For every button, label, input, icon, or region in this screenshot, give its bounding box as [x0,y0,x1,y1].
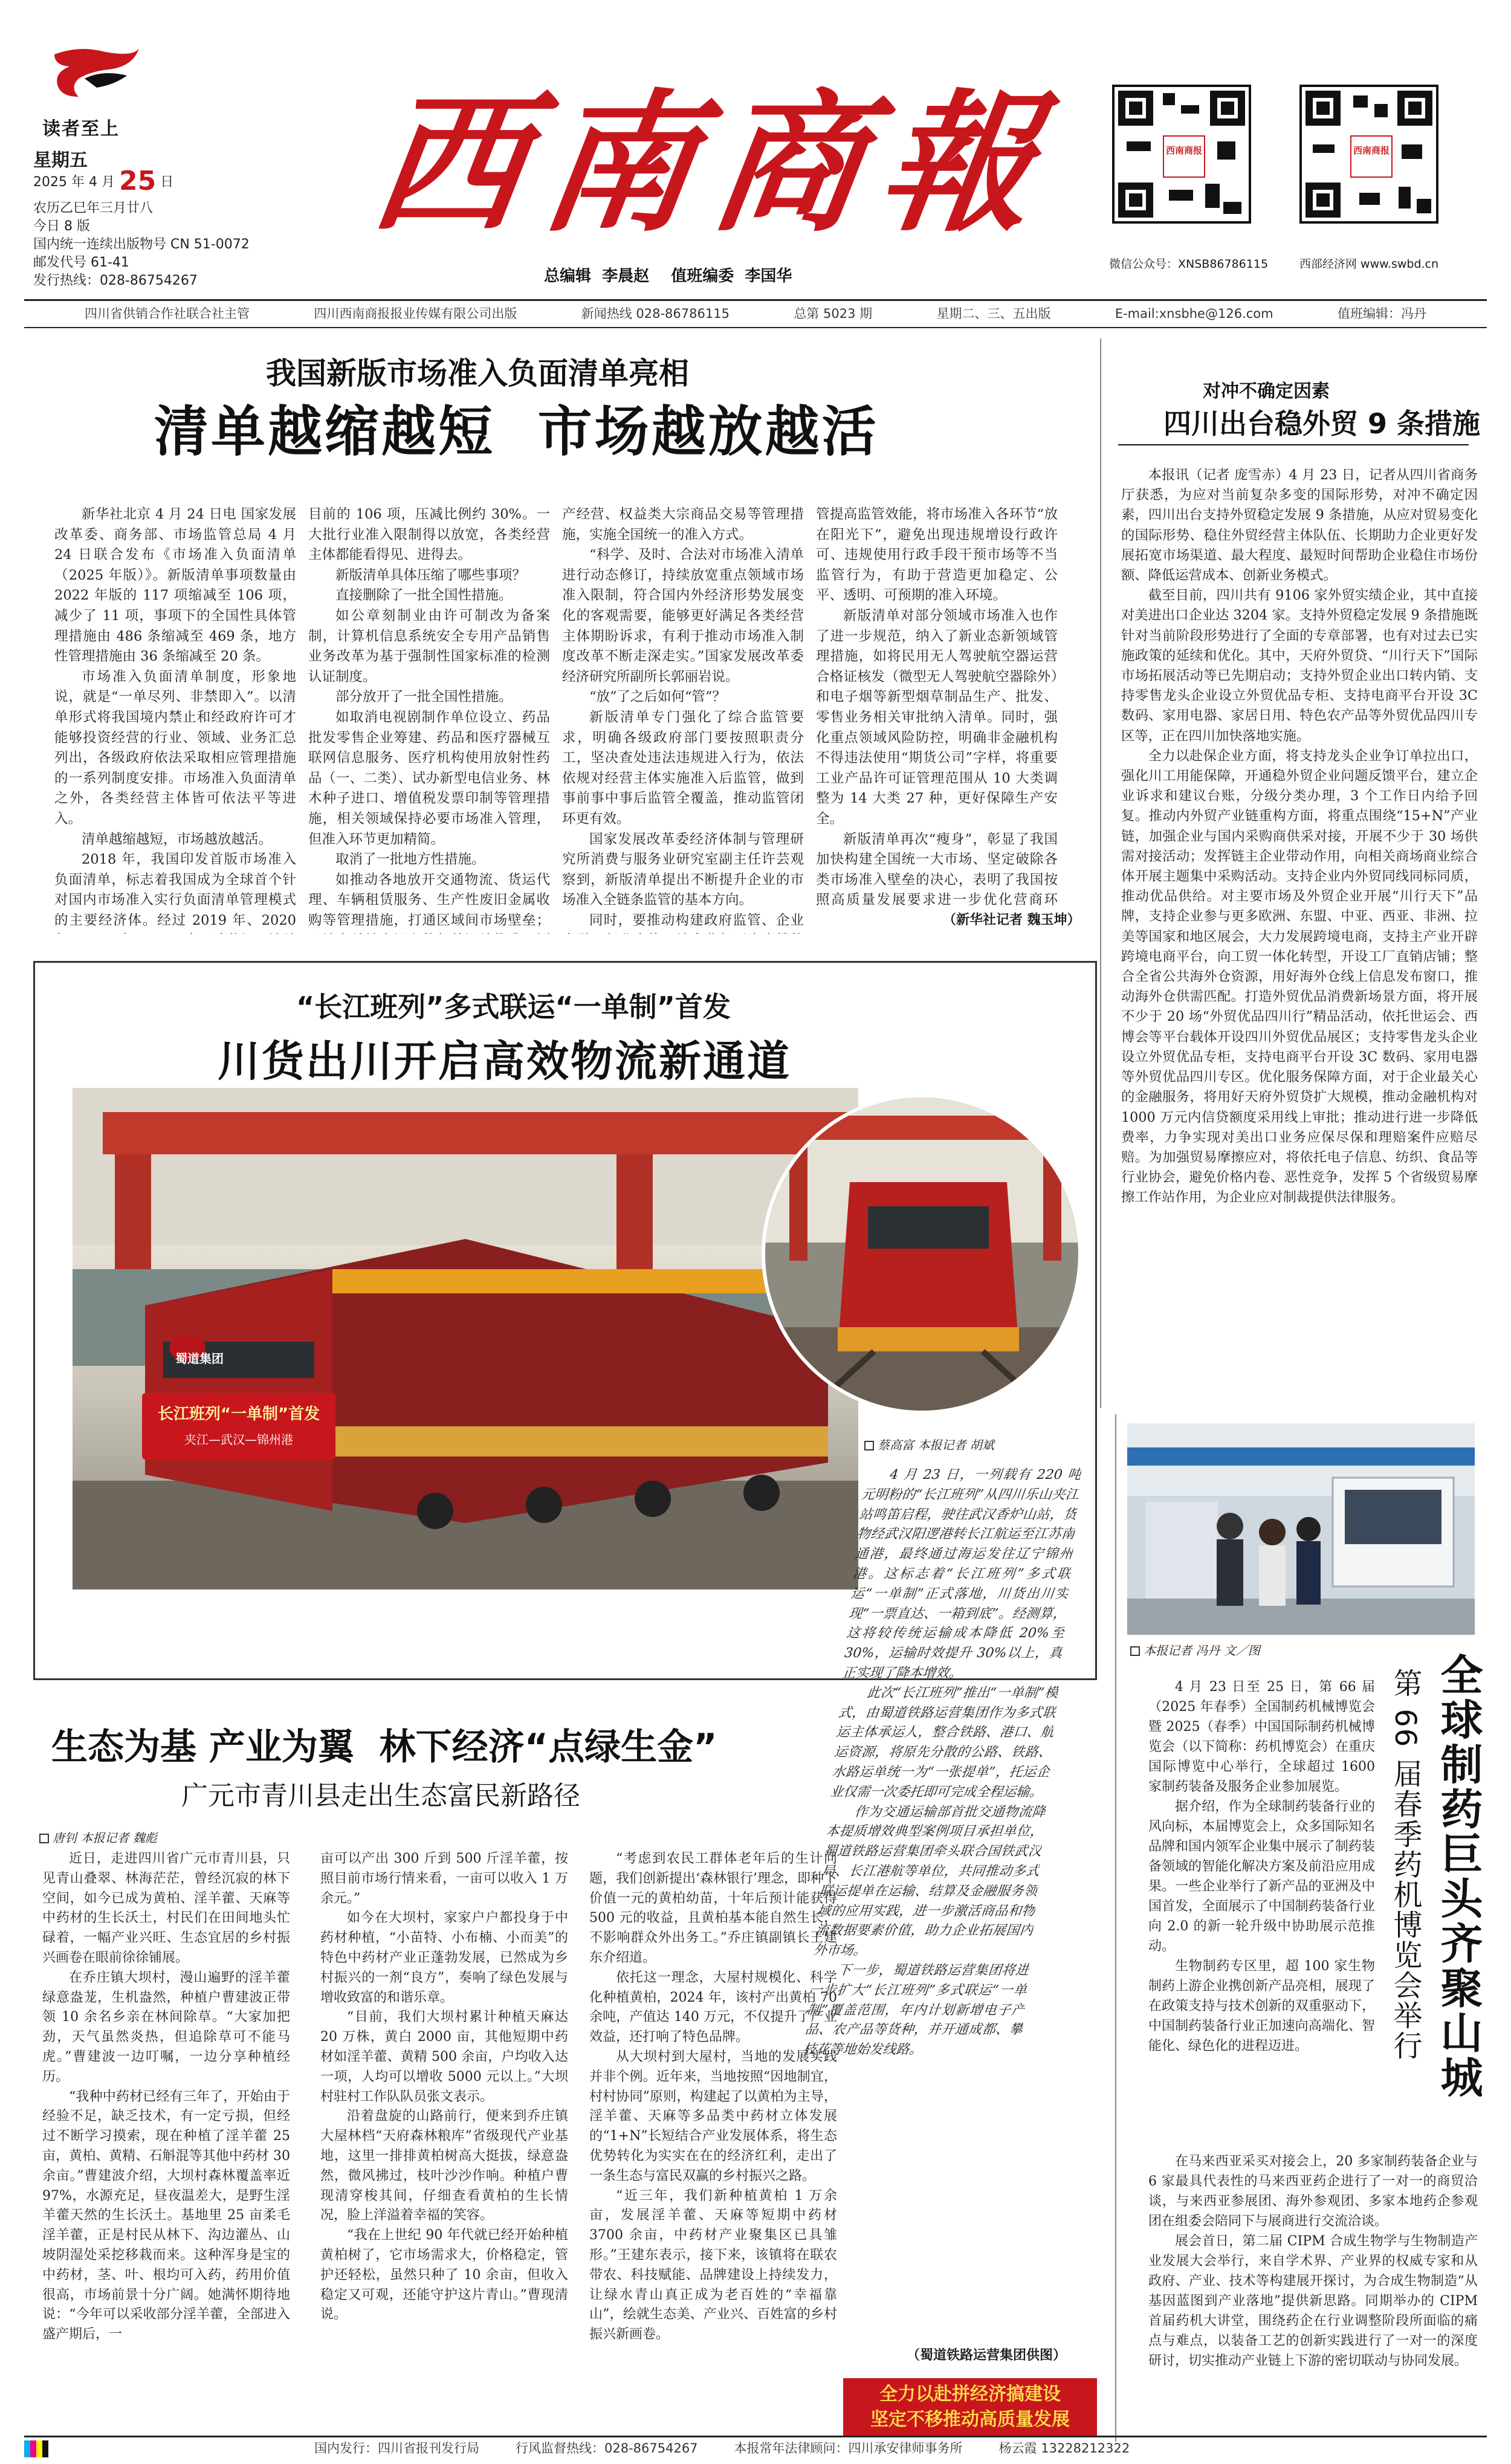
paragraph: 如取消电视剧制作单位设立、药品批发零售企业筹建、药品和医疗器械互联网信息服务、医疗机构使用放射性药品（一、二类）、试办新型电信业务、林木种子进口、增值税发票印制等管理措施，相关领域保持必要市场准入管理，但准入环节更加精简。 [308,709,550,847]
page-count: 今日 8 版 [33,219,90,234]
paragraph: 新华社北京 4 月 24 日电 国家发展改革委、商务部、市场监管总局 4 月 24 日联合发布《市场准入负面清单（2025 年版）》。新版清单事项数量由 2022 年版的 117 项缩减至 106 项，减少了 11 项，事项下的全国性具体管理措施由 486 条缩减至 469 条，地方性管理措施由 36 条缩减至 20 条。 [54,506,296,665]
paragraph: 在乔庄镇大坝村，漫山遍野的淫羊藿绿意盎茏，生机盎然，种植户曹建波正带领 10 余名乡亲在林间除草。“大家加把劲，天气虽然炎热，但追除草可不能马虎。”曹建波一边叮嘱，一边分享种植经历。 [42,1970,290,2084]
story3-kicker: “长江班列”多式联运“一单制”首发 [296,991,731,1023]
brand-logo-icon [42,42,145,106]
promo-banner [843,2378,1097,2436]
paragraph: 4 月 23 日至 25 日，第 66 届（2025 年春季）全国制药机械博览会暨 2025（春季）中国国际制药机械博览会（以下简称：药机博览会）在重庆国际博览中心举行，全球超过 1600 家制药装备及服务企业参加展览。 [1148,1680,1375,1794]
story1-column-1 [54,505,296,934]
story4-subhead: 第 66 届春季药机博览会举行 [1388,1668,1422,2061]
story1-byline: （新华社记者 魏玉坤） [943,912,1081,928]
paragraph: 4 月 23 日，一列载有 220 吨元明粉的“长江班列”从四川乐山夹江站鸣笛启程，驶往武汉香炉山站，货物经武汉阳逻港转长江航运至江苏南通港，最终通过海运发往辽宁锦州港。这标志着“长江班列”多式联运“一单制”正式落地，川货出川实现“一票直达、一箱到底”。经测算，这将较传统运输成本降低 20%至 30%，运输时效提升 30%以上，真正实现了降本增效。 [841,1467,1082,1681]
footer-legal: 本报常年法律顾问：四川承安律师事务所 [734,2441,963,2456]
story5-headline: 生态为基 产业为翼 林下经济“点绿生金” [51,1726,717,1768]
qr-logo: 西南商报 [1350,135,1393,178]
loco-brand: 蜀道集团 [175,1351,224,1366]
story3-byline: （蜀道铁路运营集团供图） [907,2347,1067,2363]
paragraph: “放”了之后如何“管”？ [589,689,726,705]
footer-issuer: 国内发行：四川省报刊发行局 [314,2441,479,2456]
paragraph: 沿着盘旋的山路前行，便来到乔庄镇大屋林档“天府森林粮库”省级现代产业基地，这里一排排黄柏树高大挺拔，绿意盎然，微风拂过，枝叶沙沙作响。种植户曹现清穿梭其间，仔细查看黄柏的生长情况，脸上洋溢着幸福的笑容。 [320,2109,568,2223]
story1-column-2 [308,505,550,934]
caption-text: 本报记者 冯丹 文／图 [1144,1643,1260,1658]
lunar-date: 农历乙巳年三月廿八 [33,201,154,216]
paragraph: “我在上世纪 90 年代就已经开始种植黄柏树了，它市场需求大，价格稳定，管护还轻松，虽然只种了 10 余亩，但收入稳定又可观，还能守护这片青山。”曹现清说。 [320,2228,568,2323]
paragraph: 取消了一批地方性措施。 [335,852,485,868]
cn-number: 国内统一连续出版物号 CN 51-0072 [33,237,250,252]
paragraph: “目前，我们大坝村累计种植天麻达 20 万株，黄白 2000 亩，其他短期中药材如淫羊藿、黄精 500 余亩，户均收入达一项，人均可以增收 5000 元以上。”大坝村驻村工作队队员张文表示。 [320,2010,568,2104]
story5-column-2 [320,1849,568,2430]
paragraph: 从大坝村到大屋村，当地的发展实践并非个例。近年来，当地按照“因地制宜，村村协同”原则，构建起了以黄柏为主导，淫羊藿、天麻等多品类中药材立体发展的“1+N”长短结合产业发展体系，将生态优势转化为实实在在的经济红利，走出了一条生态与富民双赢的乡村振兴之路。 [589,2049,837,2184]
headline-rule [1118,444,1469,445]
story5-column-1 [42,1849,290,2430]
story2-headline: 四川出台稳外贸 9 条措施 [1163,407,1481,440]
loco-banner [142,1393,335,1460]
story1-headline: 清单越缩越短 市场越放越活 [154,400,879,464]
story3-headline: 川货出川开启高效物流新通道 [218,1036,791,1086]
paragraph: 市场准入负面清单制度，形象地说，就是“一单尽列、非禁即入”。以清单形式将我国境内禁止和经政府许可才能够投资经营的行业、领域、业务汇总列出，各级政府依法采取相应管理措施的一系列制度安排。市场准入负面清单之外，各类经营主体皆可依法平等进入。 [54,668,296,827]
date-prefix: 2025 年 4 月 [33,175,115,190]
paragraph: 如推动各地放开交通物流、货运代理、车辆租赁服务、生产性废旧金属收购等管理措施，打通区域间市场壁垒； [308,871,550,928]
publisher: 四川西南商报报业传媒有限公司出版 [314,306,517,321]
paragraph: 管提高监管效能，将市场准入各环节“放在阳光下”，避免出现违规增设行政许可、违规使用行政手段干预市场等不当监管行为，有助于营造更加稳定、公平、透明、可预期的准入环境。 [816,506,1058,604]
issue-number: 总第 5023 期 [794,306,873,321]
story5-byline [39,1828,157,1846]
newspaper-title: 西南商報 [362,74,1064,252]
editors-line: 总编辑 李晨赵 值班编委 李国华 [544,267,792,285]
caption-text: 蔡高富 本报记者 胡斌 [878,1438,994,1452]
expo-photo [1127,1423,1475,1635]
story3-photo-caption [864,1435,994,1453]
registration-magenta [30,2440,36,2457]
sponsor: 四川省供销合作社联合社主管 [85,306,250,321]
loco-banner-route: 夹江—武汉—锦州港 [184,1432,293,1447]
paragraph: 国家发展改革委经济体制与管理研究所消费与服务业研究室副主任许芸观察到，新版清单提出不断提升企业的市场准入全链条监管的基本方向。 [562,831,804,908]
color-registration-bar [24,2440,48,2457]
promo-line-1: 全力以赴拼经济搞建设 [879,2384,1061,2405]
story5-column-3 [589,1849,837,2430]
story4-photo-caption [1130,1641,1260,1658]
paragraph: 展会首日，第二届 CIPM 合成生物学与生物制造产业发展大会举行，来自学术界、产业界的权威专家和从政府、产业、技术等构建展开探讨，为合成生物制造“从基因蓝图到产业落地”提供新思路。同期举办的 CIPM 首届药机大讲堂，围绕药企在行业调整阶段所面临的痛点与难点，以装备工艺的创新实践进行了一对一的深度研讨，切实推动产业链上下游的密切联动与协同发展。 [1148,2234,1478,2369]
issue-date [33,166,174,196]
footer-supervision: 行风监督热线：028-86754267 [516,2441,698,2456]
paragraph: 全力以赴保企业方面，将支持龙头企业争订单拉出口，强化川工用能保障，开通稳外贸企业问题反馈平台，建立企业诉求和建议台账，分级分类办理，3 个工作日内给予回复。推动内外贸产业链重构方面，将重点围绕“15+N”产业链，加强企业与国内采购商供采对接，开展不少于 30 场供需对接活动；发挥链主企业带动作用，向相关商场商业综合体开展主题集中采购活动。支持企业内外贸同线同标同质，推动优品供给。对主要市场及外贸企业开展“川行天下”品牌，支持企业参与更多欧洲、东盟、中亚、西亚、非洲、拉美等国家和地区展会，大力发展跨境电商，支持主产业开辟跨境电商平台，向工贸一体化转型，开设工厂直销店铺；整合全省公共海外仓资源，用好海外仓线上信息发布窗口，推动海外仓供需匹配。打造外贸优品消费新场景方面，将开展不少于 20 场“外贸优品四川行”精品活动，依托世运会、西博会等平台载体开设四川外贸优品展区；支持零售龙头企业设立外贸优品专柜，支持电商平台开设 3C 数码、家用电器等外贸优品四川专区。优化服务保障方面，对于企业最关心的金融服务，将用好天府外贸贷扩大规模，推动金融机构对 1000 万元内信贷额度采用线上审批；推动进行进一步降低费率，力争实现对美出口业务应保尽保和理赔案件应赔尽赔。为加强贸易摩擦应对，将依托电子信息、纺织、食品等行业协会，避免价格内卷、恶性竞争，发挥 5 个省级贸易摩擦工作站作用，为企业应对制裁提供法律服务。 [1121,748,1478,1206]
story1-column-3 [562,505,804,934]
paragraph: 如今在大坝村，家家户户都投身于中药材种植，“小苗特、小布楠、小而美”的特色中药材产业正蓬勃发展，已然成为乡村振兴的一剂“良方”，奏响了绿色发展与增收致富的和谐乐章。 [320,1910,568,2005]
paragraph: 此次“长江班列”推出“一单制”模式，由蜀道铁路运营集团作为多式联运主体承运人，整合铁路、港口、航运资源，将原先分散的公路、铁路、水路运单统一为“一张提单”，托运企业仅需一次委托即可完成全程运输。 [829,1685,1059,1800]
column-divider [1100,338,1101,1408]
footer-bar [24,2436,1487,2460]
paragraph: 新版清单再次“瘦身”，彰显了我国加快构建全国统一大市场、坚定破除各类市场准入壁垒的决心，表明了我国按照高质量发展要求进一步优化营商环 [816,831,1058,908]
paragraph: “科学、及时、合法对市场准入清单进行动态修订，持续放宽重点领域市场准入限制，符合国内外经济形势发展变化的客观需要，能够更好满足各类经营主体期盼诉求，有利于推动市场准入制度改革不断走深走实。”国家发展改革委经济研究所副所长郭丽岩说。 [562,547,804,685]
post-code: 邮发代号 61-41 [33,255,129,270]
paragraph: 生物制药专区里，超 100 家生物制药上游企业携创新产品亮相，展现了在政策支持与技术创新的双重驱动下，中国制药装备行业正加速向高端化、智能化、绿色化的进程迈进。 [1148,1959,1375,2054]
paragraph: 依托这一理念，大屋村规模化、科学化种植黄柏，2024 年，该村产出黄柏 70 余吨，产值达 140 万元，不仅提升了产业效益，还打响了特色品牌。 [589,1970,837,2045]
paragraph: 据介绍，作为全球制药装备行业的风向标，本届博览会上，众多国际知名品牌和国内领军企业集中展示了制药装备领域的智能化解决方案及前沿应用成果。一些企业举行了新产品的亚洲及中国首发，全面展示了中国制药装备行业向 2.0 的新一轮升级中协助展示范推动。 [1148,1799,1375,1954]
paragraph: 清单越缩越短，市场越放越活。 [82,831,273,847]
paragraph: 新版清单对部分领域市场准入也作了进一步规范，纳入了新业态新领域管理措施，如将民用无人驾驶航空器运营合格证核发（微型无人驾驶航空器除外）和电子烟等新型烟草制品生产、批发、零售业务相关审批纳入清单。同时，强化重点领域风险防控，明确非金融机构不得违法使用“期货公司”字样，将重要工业产品许可证管理范围从 10 大类调整为 14 大类 27 种，更好保障生产安全。 [816,607,1058,827]
story4-headline: 全球制药巨头齐聚山城 [1434,1653,1483,2100]
weekday: 星期五 [33,150,88,171]
promo-line-2: 坚定不移推动高质量发展 [870,2409,1070,2430]
duty-editor: 值班编辑：冯丹 [1337,306,1426,321]
email-link[interactable]: E-mail:xnsbhe@126.com [1115,306,1273,321]
publish-schedule: 星期二、三、五出版 [936,306,1051,321]
registration-yellow [36,2440,42,2457]
paragraph: 新版清单具体压缩了哪些事项？ [335,567,526,583]
info-bar [24,299,1487,328]
paragraph: 新版清单专门强化了综合监管要求，明确各级政府部门要按照职责分工，坚决查处违法违规进入行为，依法依规对经营主体实施准入后监管，做到事前事中事后监管全覆盖，推动监管闭环更有效。 [562,709,804,827]
paragraph: “我种中药材已经有三年了，开始由于经验不足，缺乏技术，有一定亏损，但经过不断学习摸索，现在种植了淫羊藿 25 亩，黄柏、黄精、石斛混等其他中药材 30 余亩。”曹建波介绍，大坝村森林覆盖率近 97%，水源充足，昼夜温差大，是野生淫羊藿天然的生长沃土。基地里 25 亩柔毛淫羊藿，正是村民从林下、沟边灌丛、山坡阴湿处采挖移栽而来。这种浑身是宝的中药材，茎、叶、根均可入药，药用价值很高，市场前景十分广阔。她满怀期待地说：“今年可以采收部分淫羊藿，全部进入盛产期后，一 [42,2089,290,2343]
story1-kicker: 我国新版市场准入负面清单亮相 [266,356,689,391]
footer-lawyer: 杨云霞 13228212322 [998,2441,1130,2456]
story4-body-top [1148,1677,1375,2149]
story4-body-bottom [1148,2152,1478,2442]
loco-banner-title: 长江班列“一单制”首发 [157,1405,320,1423]
paragraph: 部分放开了一批全国性措施。 [335,689,513,705]
paragraph: 直接删除了一批全国性措施。 [335,587,513,604]
website-qr-code[interactable] [1299,85,1438,224]
registration-cyan [24,2440,30,2457]
caption-marker-icon [39,1834,49,1843]
story1-column-4 [816,505,1058,910]
train-photo [73,1088,858,1589]
paragraph: 亩可以产出 300 斤到 500 斤淫羊藿，按照目前市场行情来看，一亩可以收入 1 万余元。” [320,1851,568,1906]
paragraph: 本报讯（记者 庞雪赤）4 月 23 日，记者从四川省商务厅获悉，为应对当前复杂多变的国际形势，对冲不确定因素，四川出台支持外贸稳定发展 9 条措施，从应对贸易变化的国际形势、稳住外贸经营主体队伍、长期助力企业更好发展拓宽市场渠道、最大程度、最短时间帮助企业稳住市场份额、降低运营成本、创新业务模式。 [1121,467,1478,584]
column-divider [1115,1414,1116,2442]
paragraph: 2018 年，我国印发首版市场准入负面清单，标志着我国成为全球首个针对国内市场准入实行负面清单管理模式的主要经济体。经过 2019 年、2020 [54,852,296,928]
wechat-qr-code[interactable] [1112,85,1251,224]
date-suffix: 日 [160,175,174,190]
paragraph: 目前的 106 项，压减比例约 30%。一大批行业准入限制得以放宽，各类经营主体都能看得见、进得去。 [308,506,550,563]
caption-marker-icon [1130,1646,1140,1656]
paragraph: 如公章刻制业由许可制改为备案制，计算机信息系统安全专用产品销售业务改革为基于强制性国家标准的检测认证制度。 [308,607,550,685]
paragraph: 作为交通运输部首批交通物流降本提质增效典型案例项目承担单位，蜀道铁路运营集团牵头联合国铁武汉局、长江港航等单位，共同推动多式联运提单在运输、结算及金融服务领域的应用实践，进一步激活商品和物流数据要素价值，助力企业拓展国内外市场。 [812,1804,1047,1959]
paragraph: 近日，走进四川省广元市青川县，只见青山叠翠、林海茫茫，曾经沉寂的林下空间，如今已成为黄柏、淫羊藿、天麻等中药材的生长沃土，村民们在田间地头忙碌着，一幅产业兴旺、生态宜居的乡村振兴画卷在眼前徐徐铺展。 [42,1851,290,1965]
story2-kicker: 对冲不确定因素 [1203,381,1330,402]
registration-black [42,2440,48,2457]
paragraph: 下一步，蜀道铁路运营集团将进一步扩大“长江班列”多式联运“一单制”覆盖范围，年内计划新增电子产品、农产品等货种，并开通成都、攀枝花等地始发线路。 [802,1962,1030,2058]
wechat-qr-label: 微信公众号：XNSB86786115 [1109,257,1269,271]
qr-logo: 西南商报 [1163,135,1205,178]
website-qr-label: 西部经济网 www.swbd.cn [1299,257,1439,271]
slogan: 读者至上 [42,118,120,140]
paragraph: 同时，要推动构建政府监管、企业 [589,912,804,928]
story2-body [1121,465,1478,1378]
paragraph: 在马来西亚采买对接会上，20 多家制药装备企业与 6 家最具代表性的马来西亚药企进行了一对一的商贸洽谈，与来西亚参展团、海外参观团、多家本地药企参观团在组委会陪同下与展商进行交流洽谈。 [1148,2154,1478,2229]
caption-marker-icon [864,1441,874,1450]
paragraph: 产经营、权益类大宗商品交易等管理措施，实施全国统一的准入方式。 [562,506,804,543]
distribution-phone: 发行热线：028-86754267 [33,273,198,288]
masthead [0,0,1511,302]
train-inset-photo [762,1094,1082,1414]
date-day: 25 [118,166,157,196]
paragraph: “近三年，我们新种植黄柏 1 万余亩，发展淫羊藿、天麻等短期中药材 3700 余亩，中药材产业聚集区已具雏形。”王建东表示，接下来，该镇将在联农带农、科技赋能、品牌建设上持续发力，让绿水青山真正成为老百姓的“幸福靠山”，绘就生态美、产业兴、百姓富的乡村振兴新画卷。 [589,2188,837,2343]
news-hotline: 新闻热线 028-86786115 [581,306,730,321]
story5-subhead: 广元市青川县走出生态富民新路径 [181,1780,580,1811]
paragraph: 截至目前，四川共有 9106 家外贸实绩企业，其中直接对美进出口企业达 3204 家。支持外贸稳定发展 9 条措施既针对当前阶段形势进行了全面的专章部署，也有对过去已实施政策的延续和优化。其中，天府外贸贷、“川行天下”国际市场拓展活动等已先期启动；支持外贸企业出口转内销、支持零售龙头企业设立外贸优品专柜、支持电商平台开设 3C 数码、家用电器、家居日用、特色农产品等外贸优品四川专区等，正在四川加快落地实施。 [1121,587,1478,744]
paragraph: “考虑到农民工群体老年后的生计问题，我们创新提出‘森林银行’理念，即种下价值一元的黄柏幼苗，十年后预计能获得 500 元的收益，且黄柏基本能自然生长，不影响群众外出务工。”乔庄镇副镇长王建东介绍道。 [589,1851,837,1965]
byline-text: 唐钊 本报记者 魏彪 [53,1831,157,1845]
